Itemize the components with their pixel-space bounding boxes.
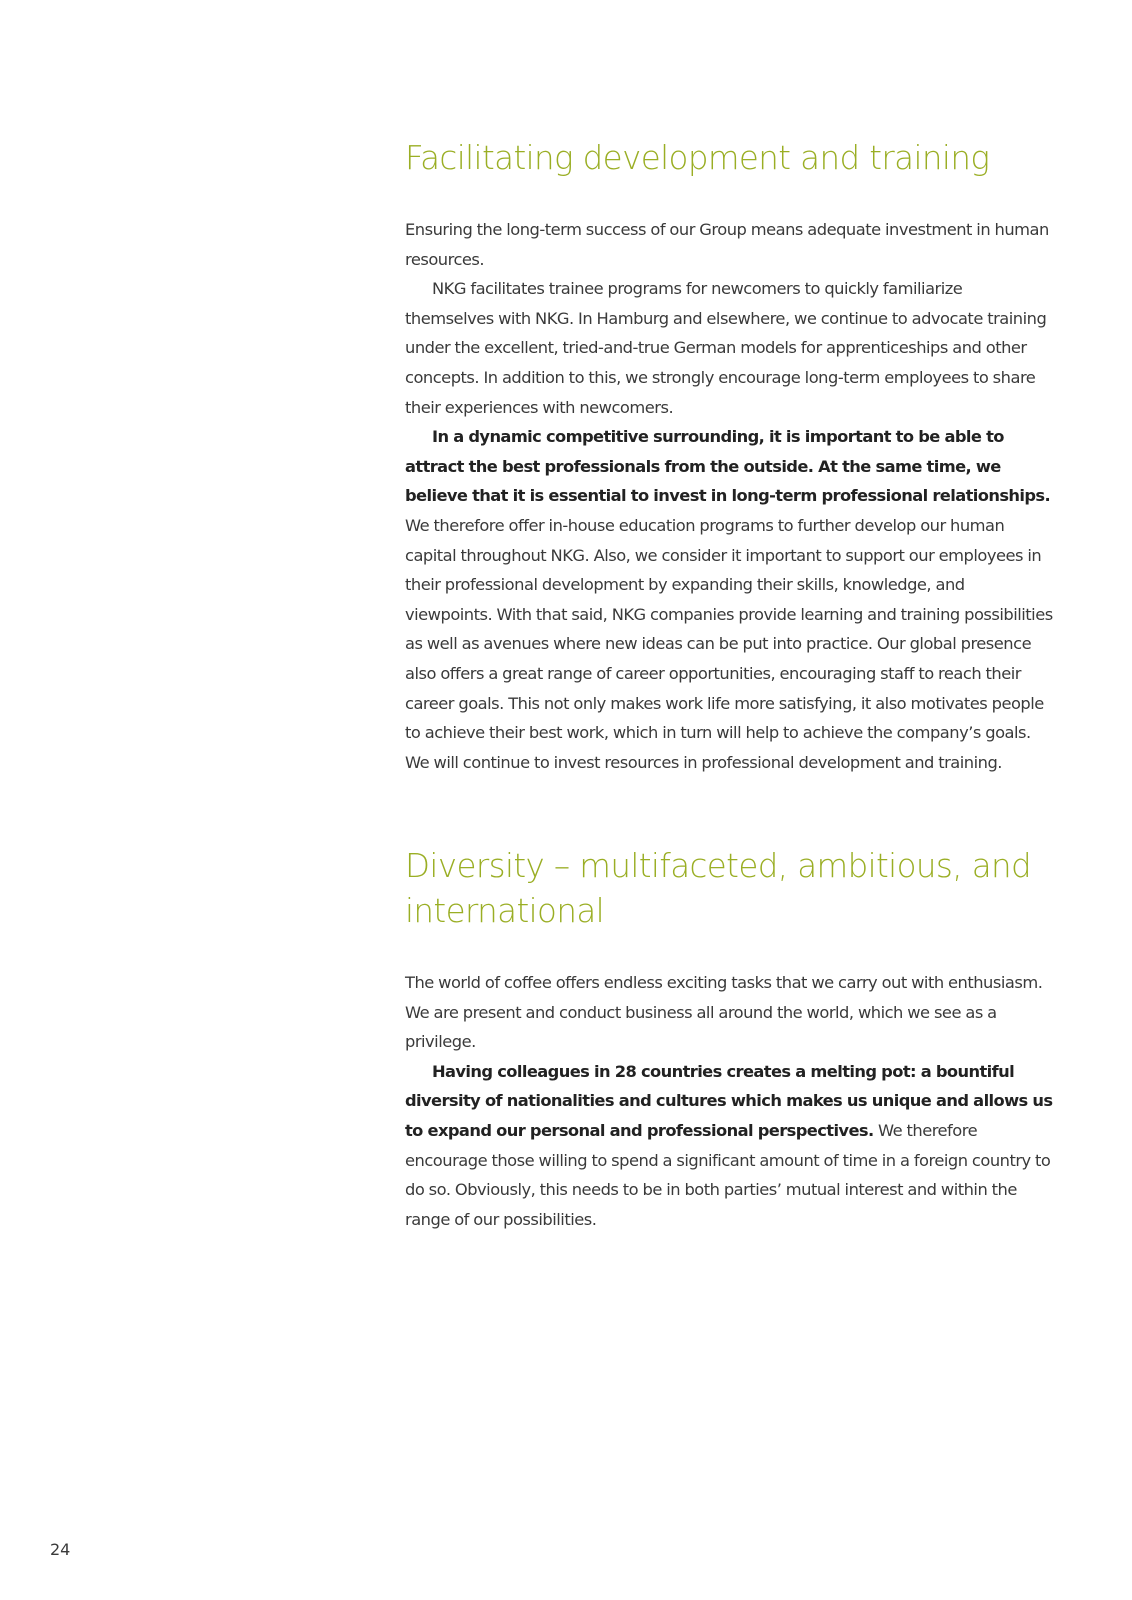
bold-lead-text: Having colleagues in 28 countries creates a melting pot: a bountiful diversity of nationalities and cultures which makes us unique and allows us to expand our personal and professional perspectives. [405, 1061, 1053, 1140]
paragraph: Ensuring the long-term success of our Group means adequate investment in human resources. [405, 220, 1049, 269]
section-body [405, 968, 1055, 1234]
section-development-training [405, 136, 1055, 777]
section-heading: Diversity – multifaceted, ambitious, and international [405, 847, 1032, 930]
paragraph: In a dynamic competitive surrounding, it is important to be able to attract the best professionals from the outside. At the same time, we believe that it is essential to invest in long-term professional relationships. We therefore offer in-house education programs to further develop our human capital throughout NKG. Also, we consider it important to support our employees in their professional development by expanding their skills, knowledge, and viewpoints. With that said, NKG companies provide learning and training possibilities as well as avenues where new ideas can be put into practice. Our global presence also offers a great range of career opportunities, encouraging staff to reach their career goals. This not only makes work life more satisfying, it also motivates people to achieve their best work, which in turn will help to achieve the company’s goals. We will continue to invest resources in professional development and training. [405, 427, 1053, 772]
bold-lead-text: In a dynamic competitive surrounding, it is important to be able to attract the best professionals from the outside. At the same time, we believe that it is essential to invest in long-term professional relationships. [405, 427, 1051, 506]
section-heading: Facilitating development and training [405, 139, 990, 177]
section-body [405, 215, 1055, 777]
paragraph: NKG facilitates trainee programs for newcomers to quickly familiarize themselves with NKG. In Hamburg and elsewhere, we continue to advocate training under the excellent, tried-and-true German models for apprenticeships and other concepts. In addition to this, we strongly encourage long-term employees to share their experiences with newcomers. [405, 279, 1047, 417]
section-diversity [405, 844, 1055, 1234]
page-number: 24 [50, 1540, 71, 1559]
paragraph: Having colleagues in 28 countries creates a melting pot: a bountiful diversity of nationalities and cultures which makes us unique and allows us to expand our personal and professional perspectives. We therefore encourage those willing to spend a significant amount of time in a foreign country to do so. Obviously, this needs to be in both parties’ mutual interest and within the range of our possibilities. [405, 1061, 1053, 1229]
paragraph: The world of coffee offers endless exciting tasks that we carry out with enthusiasm. We are present and conduct business all around the world, which we see as a privilege. [405, 973, 1043, 1052]
